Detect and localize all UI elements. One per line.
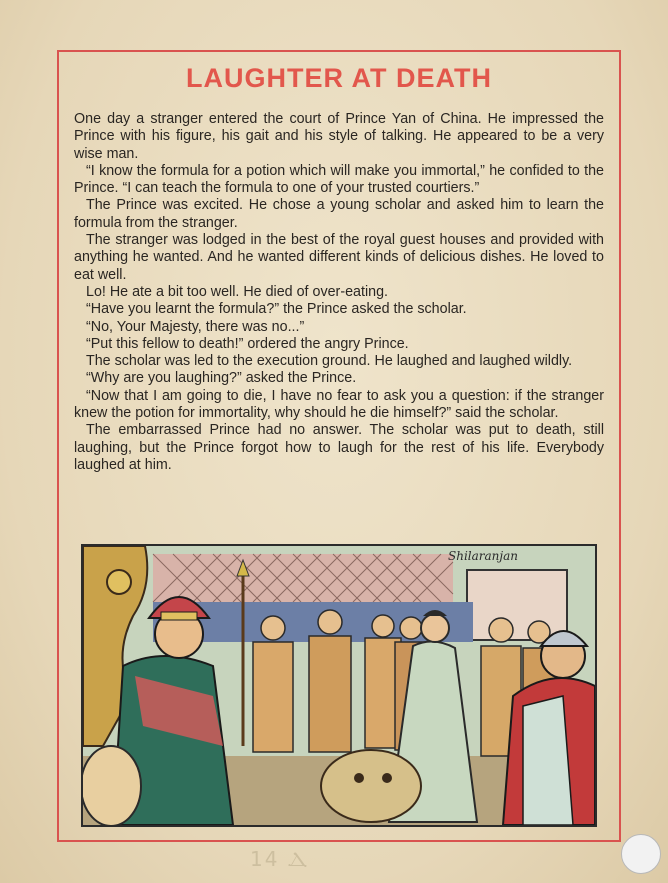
story-paragraph: The embarrassed Prince had no answer. The scholar was put to death, still laughing, but the Prince forgot how to laugh for the rest of his life. Everybody laughed at him. bbox=[74, 422, 604, 473]
court-scene-illustration bbox=[83, 546, 595, 825]
watermark-logo bbox=[621, 834, 661, 874]
story-paragraph: The scholar was led to the execution ground. He laughed and laughed wildly. bbox=[86, 353, 573, 370]
story-paragraph: The Prince was excited. He chose a young scholar and asked him to learn the formula from the stranger. bbox=[74, 197, 604, 231]
story-title: LAUGHTER AT DEATH bbox=[186, 63, 492, 93]
story-paragraph: Lo! He ate a bit too well. He died of over-eating. bbox=[86, 283, 389, 300]
story-paragraph: “No, Your Majesty, there was no...” bbox=[86, 318, 305, 335]
artist-signature: Shilaranjan bbox=[448, 549, 519, 563]
story-paragraph: One day a stranger entered the court of Prince Yan of China. He impressed the Prince with his figure, his gait and his style of talking. He appeared to be a very wise man. bbox=[74, 111, 604, 162]
story-paragraph: “Now that I am going to die, I have no fear to ask you a question: if the stranger knew the potion for immortality, why should he die himself?” said the scholar. bbox=[74, 387, 604, 422]
story-paragraph: “Put this fellow to death!” ordered the angry Prince. bbox=[86, 335, 409, 352]
page-footer-mark: 14 Ⲇ bbox=[250, 847, 310, 871]
story-paragraph: “Why are you laughing?” asked the Prince. bbox=[86, 370, 357, 387]
story-illustration bbox=[81, 544, 597, 827]
story-text bbox=[74, 111, 604, 474]
story-paragraph: “Have you learnt the formula?” the Prince asked the scholar. bbox=[86, 301, 467, 318]
story-paragraph: “I know the formula for a potion which will make you immortal,” he confided to the Prince. “I can teach the formula to one of your trusted courtiers.” bbox=[74, 162, 604, 197]
story-paragraph: The stranger was lodged in the best of the royal guest houses and provided with anything he wanted. And he wanted different kinds of delicious dishes. He loved to eat well. bbox=[74, 232, 604, 283]
